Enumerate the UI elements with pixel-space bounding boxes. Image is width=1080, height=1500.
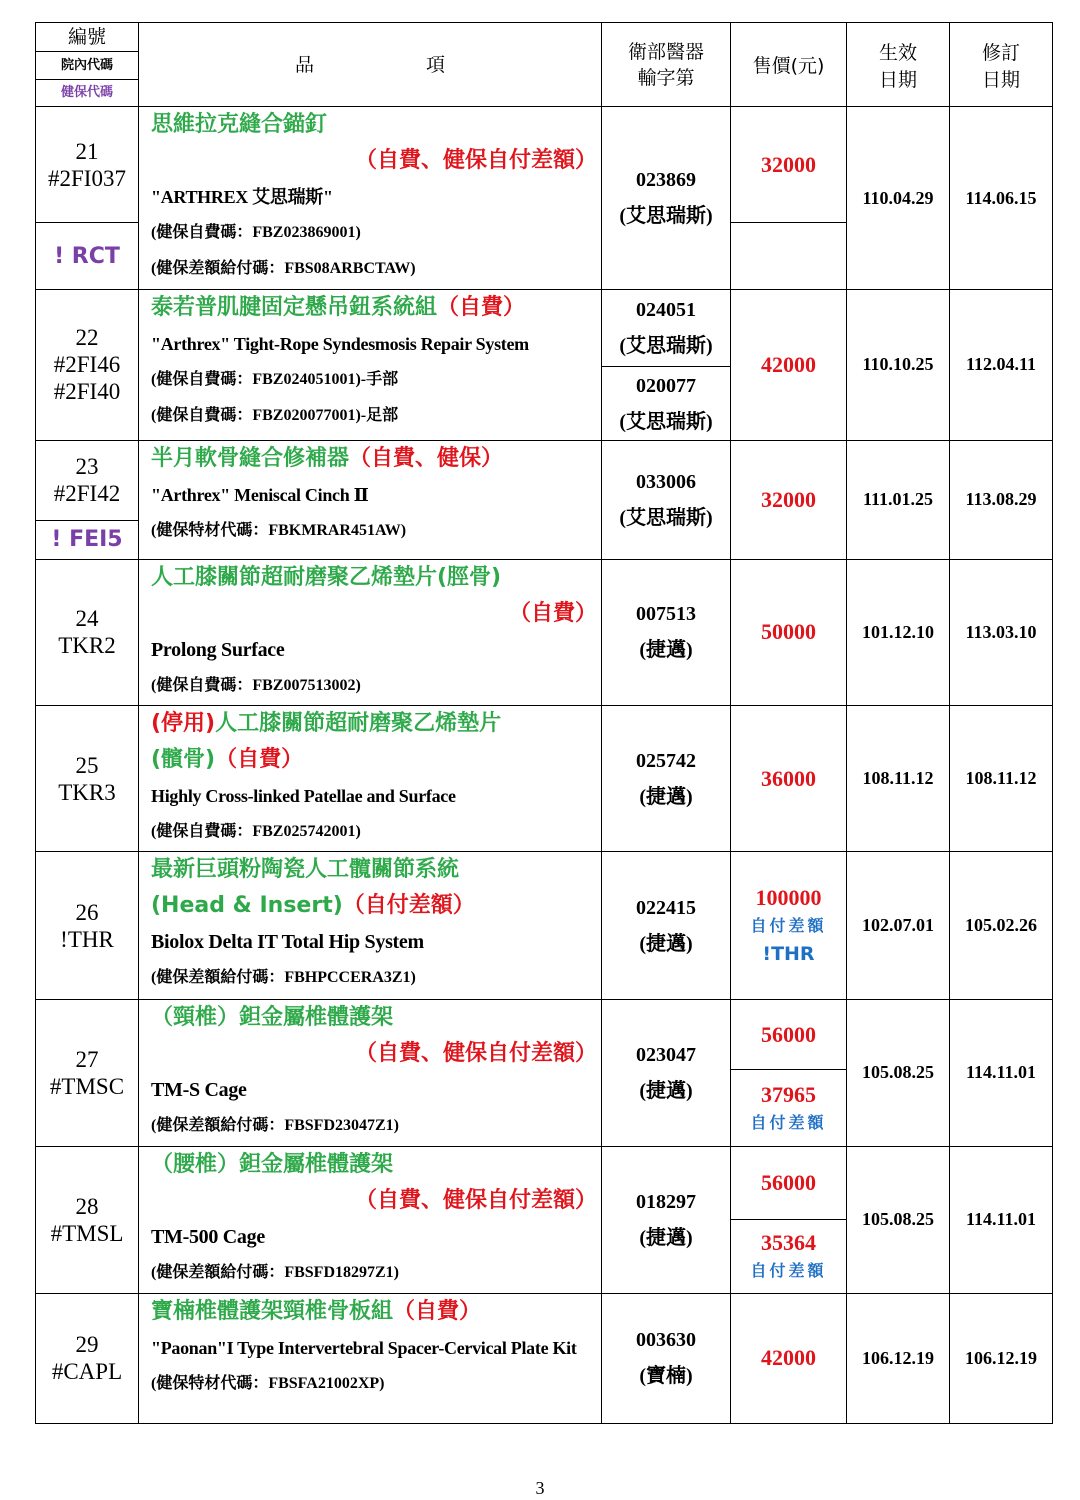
item-name: 思維拉克縫合錨釘	[151, 112, 328, 138]
row-nhi-code: ! RCT	[36, 223, 139, 290]
row-license-cell	[602, 852, 731, 1000]
row-id-cell	[36, 440, 139, 520]
price-value: 100000	[755, 884, 822, 910]
item-tag: （自費）	[215, 746, 304, 772]
table-row	[36, 290, 1053, 367]
row-price-cell: 42000	[731, 1293, 847, 1423]
row-revised-date: 112.04.11	[950, 290, 1053, 440]
table-row	[36, 705, 1053, 851]
item-tag: （自費、健保）	[349, 445, 504, 471]
license-number: 033006	[636, 470, 696, 493]
row-effective-date: 101.12.10	[847, 559, 950, 705]
row-price-cell: 42000	[731, 290, 847, 440]
row-id-cell	[36, 290, 139, 440]
item-code-line: (健保差額給付碼：FBSFD18297Z1)	[151, 1263, 400, 1281]
row-license-cell	[602, 1146, 731, 1293]
row-item-cell	[139, 440, 602, 559]
row-effective-date: 106.12.19	[847, 1293, 950, 1423]
license-number: 025742	[636, 749, 696, 772]
item-english: "Arthrex" Meniscal Cinch Ⅱ	[151, 484, 369, 505]
item-name: （腰椎）鉭金屬椎體護架	[151, 1151, 394, 1177]
header-id-cell	[36, 23, 139, 107]
header-revised-line2: 日期	[981, 68, 1020, 91]
row-code: !THR	[60, 926, 114, 952]
table-row	[36, 1293, 1053, 1423]
item-english: Prolong Surface	[151, 638, 285, 661]
item-code-line: (健保自費碼：FBZ025742001)	[151, 822, 361, 840]
row-license-cell-2	[602, 367, 731, 440]
row-code: #TMSL	[50, 1220, 124, 1246]
row-revised-date: 113.08.29	[950, 440, 1053, 559]
item-name: （頸椎）鉭金屬椎體護架	[151, 1005, 394, 1031]
row-code: TKR2	[58, 633, 116, 659]
row-id-cell	[36, 852, 139, 1000]
item-tag: （自費）	[508, 600, 597, 626]
row-number: 23	[75, 454, 99, 480]
row-license-cell	[602, 1000, 731, 1146]
header-effective-line1: 生效	[878, 41, 917, 64]
row-item-cell	[139, 705, 602, 851]
header-revised-cell	[950, 23, 1053, 107]
row-revised-date: 105.02.26	[950, 852, 1053, 1000]
row-price-cell: 32000	[731, 107, 847, 223]
row-id-cell	[36, 1293, 139, 1423]
header-price-cell: 售價(元)	[731, 23, 847, 107]
table-row	[36, 1146, 1053, 1219]
row-license-cell	[602, 1293, 731, 1423]
row-code: #CAPL	[51, 1359, 123, 1385]
row-price-cell	[731, 852, 847, 1000]
price-note: 自付差額	[750, 1261, 827, 1281]
row-item-cell	[139, 1293, 602, 1423]
row-item-cell	[139, 290, 602, 440]
row-item-cell	[139, 1000, 602, 1146]
row-license-cell	[602, 107, 731, 290]
row-license-cell	[602, 705, 731, 851]
item-english: "ARTHREX 艾思瑞斯"	[151, 187, 333, 208]
row-id-cell	[36, 1000, 139, 1146]
row-revised-date: 114.11.01	[950, 1000, 1053, 1146]
row-price-cell-2	[731, 1219, 847, 1293]
row-item-cell	[139, 1146, 602, 1293]
license-number: 023047	[636, 1043, 696, 1066]
license-number: 003630	[636, 1329, 696, 1352]
header-license-cell	[602, 23, 731, 107]
item-english: "Paonan"I Type Intervertebral Spacer-Cervical Plate Kit	[151, 1337, 577, 1358]
row-price-cell: 56000	[731, 1146, 847, 1219]
product-price-table	[35, 22, 1053, 1424]
row-revised-date: 114.11.01	[950, 1146, 1053, 1293]
row-code: #TMSC	[49, 1073, 125, 1099]
row-nhi-code: ! FEI5	[36, 520, 139, 559]
item-code-line: (健保特材代碼：FBSFA21002XP)	[151, 1374, 385, 1392]
row-price-cell: 36000	[731, 705, 847, 851]
header-nhi-code-label: 健保代碼	[60, 85, 113, 101]
row-number: 28	[75, 1193, 99, 1219]
item-english: TM-S Cage	[151, 1079, 247, 1102]
row-code: #2FI46	[53, 352, 121, 378]
item-code-line: (健保自費碼：FBZ024051001)-手部	[151, 371, 399, 389]
item-code-line: (健保自費碼：FBZ007513002)	[151, 676, 361, 694]
row-number: 25	[75, 752, 99, 778]
row-item-cell	[139, 852, 602, 1000]
row-price-cell: 50000	[731, 559, 847, 705]
price-code: !THR	[762, 942, 815, 965]
item-english: "Arthrex" Tight-Rope Syndesmosis Repair System	[151, 334, 529, 355]
row-code: TKR3	[58, 779, 116, 805]
row-effective-date: 105.08.25	[847, 1146, 950, 1293]
item-name: 泰若普肌腱固定懸吊鈕系統組	[151, 295, 438, 321]
header-item-label-a: 品	[294, 53, 314, 76]
item-code-line: (健保特材代碼：FBKMRAR451AW)	[151, 521, 407, 539]
page-number: 3	[535, 1478, 545, 1498]
row-id-cell	[36, 107, 139, 223]
item-name-cont: (髕骨)	[151, 746, 216, 772]
row-price-cell: 32000	[731, 440, 847, 559]
license-vendor: (艾思瑞斯)	[619, 506, 713, 529]
row-code: #2FI037	[48, 165, 126, 191]
row-effective-date: 105.08.25	[847, 1000, 950, 1146]
row-revised-date: 106.12.19	[950, 1293, 1053, 1423]
row-effective-date: 110.10.25	[847, 290, 950, 440]
table-row	[36, 440, 1053, 520]
license-vendor: (艾思瑞斯)	[619, 335, 713, 358]
row-price-cell: 56000	[731, 1000, 847, 1070]
header-item-cell	[139, 23, 602, 107]
item-code-line: (健保自費碼：FBZ023869001)	[151, 224, 361, 242]
row-code-2: #2FI40	[53, 379, 121, 405]
table-row	[36, 1000, 1053, 1070]
item-code-line: (健保差額給付碼：FBHPCCERA3Z1)	[151, 969, 416, 987]
price-value: 35364	[761, 1230, 816, 1256]
header-effective-line2: 日期	[878, 68, 917, 91]
row-id-cell	[36, 559, 139, 705]
table-row	[36, 107, 1053, 223]
row-effective-date: 111.01.25	[847, 440, 950, 559]
row-revised-date: 114.06.15	[950, 107, 1053, 290]
row-effective-date: 110.04.29	[847, 107, 950, 290]
row-license-cell	[602, 290, 731, 367]
item-tag: （自費）	[393, 1298, 482, 1324]
row-revised-date: 108.11.12	[950, 705, 1053, 851]
row-id-cell	[36, 1146, 139, 1293]
price-note: 自付差額	[750, 915, 827, 935]
row-number: 27	[75, 1046, 99, 1072]
row-revised-date: 113.03.10	[950, 559, 1053, 705]
row-item-cell	[139, 559, 602, 705]
header-license-line1: 衛部醫器	[627, 40, 704, 63]
row-effective-date: 102.07.01	[847, 852, 950, 1000]
row-id-cell	[36, 705, 139, 851]
license-number: 024051	[636, 299, 696, 322]
item-status-prefix: (停用)	[151, 710, 216, 736]
license-vendor: (捷邁)	[639, 1079, 693, 1102]
item-name: 人工膝關節超耐磨聚乙烯墊片	[215, 710, 502, 736]
header-hospital-code-label: 院內代碼	[36, 52, 138, 80]
item-english: Highly Cross-linked Patellae and Surface	[151, 785, 456, 806]
row-number: 22	[75, 325, 99, 351]
item-tag: （自費、健保自付差額）	[354, 1187, 597, 1213]
item-name: 半月軟骨縫合修補器	[151, 445, 350, 471]
item-name: 人工膝關節超耐磨聚乙烯墊片(脛骨)	[151, 564, 502, 590]
item-name-cont: (Head & Insert)	[151, 893, 343, 919]
license-number: 007513	[636, 603, 696, 626]
header-effective-cell	[847, 23, 950, 107]
license-vendor: (寶楠)	[639, 1365, 693, 1388]
item-tag: （自費、健保自付差額）	[354, 1041, 597, 1067]
row-item-cell	[139, 107, 602, 290]
header-id-label: 編號	[36, 23, 138, 52]
item-english: Biolox Delta IT Total Hip System	[151, 931, 424, 954]
item-tag: （自費、健保自付差額）	[354, 148, 597, 174]
license-vendor: (捷邁)	[639, 639, 693, 662]
license-vendor: (艾思瑞斯)	[619, 410, 713, 433]
item-english: TM-500 Cage	[151, 1225, 265, 1248]
header-revised-line1: 修訂	[981, 41, 1020, 64]
header-license-line2: 輸字第	[637, 66, 695, 89]
price-value: 37965	[761, 1081, 816, 1107]
row-effective-date: 108.11.12	[847, 705, 950, 851]
license-vendor: (艾思瑞斯)	[619, 205, 713, 228]
license-vendor: (捷邁)	[639, 1226, 693, 1249]
row-number: 21	[75, 138, 99, 164]
price-note: 自付差額	[750, 1112, 827, 1132]
row-license-cell	[602, 440, 731, 559]
item-name: 最新巨頭粉陶瓷人工髖關節系統	[151, 857, 460, 883]
license-vendor: (捷邁)	[639, 785, 693, 808]
row-number: 24	[75, 606, 99, 632]
item-code-line: (健保差額給付碼：FBS08ARBCTAW)	[151, 260, 416, 278]
license-number: 023869	[636, 169, 696, 192]
row-price-cell-2	[731, 1070, 847, 1146]
item-tag: （自付差額）	[342, 893, 475, 919]
table-row	[36, 559, 1053, 705]
table-header-row	[36, 23, 1053, 107]
item-code-line: (健保自費碼：FBZ020077001)-足部	[151, 407, 399, 425]
row-code: #2FI42	[53, 481, 121, 507]
license-number: 022415	[636, 896, 696, 919]
license-number: 018297	[636, 1190, 696, 1213]
table-row	[36, 852, 1053, 1000]
license-number: 020077	[636, 374, 696, 397]
license-vendor: (捷邁)	[639, 932, 693, 955]
row-license-cell	[602, 559, 731, 705]
row-number: 29	[75, 1332, 99, 1358]
header-item-label-b: 項	[426, 53, 446, 76]
item-tag: （自費）	[437, 295, 526, 321]
item-code-line: (健保差額給付碼：FBSFD23047Z1)	[151, 1117, 400, 1135]
item-name: 寶楠椎體護架頸椎骨板組	[151, 1298, 394, 1324]
row-number: 26	[75, 899, 99, 925]
